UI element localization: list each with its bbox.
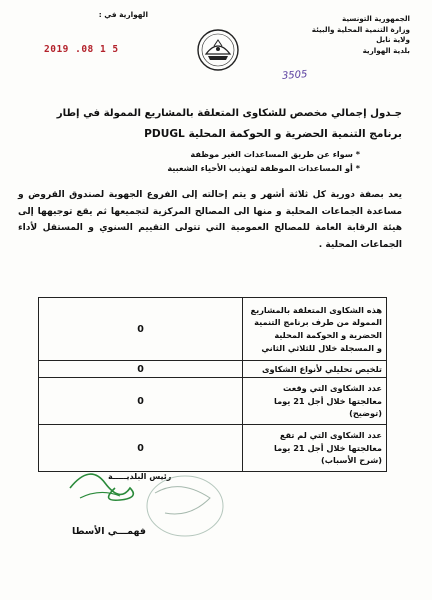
row-label-line: (توضيح) xyxy=(349,408,382,419)
funding-bullets xyxy=(60,147,360,175)
title-line-1: جـدول إجمالي مخصص للشكاوى المتعلقة بالمشاريع الممولة في إطار xyxy=(56,108,402,119)
place-date-label: الهوارية في : xyxy=(98,10,148,19)
bullet-item: * أو المساعدات الموظفة لتهذيب الأحياء الشعبية xyxy=(167,163,360,173)
row-label-line: معالجتها خلال أجل 21 يوما xyxy=(274,442,382,453)
row-value: 0 xyxy=(39,361,243,378)
complaints-table xyxy=(38,297,387,472)
bullet-item: * سواء عن طريق المساعدات الغير موظفة xyxy=(190,149,360,159)
row-label xyxy=(243,425,387,472)
row-label-line: عدد الشكاوى التي لم تقع xyxy=(279,430,382,441)
explanatory-paragraph: يعد بصفة دورية كل ثلاثة أشهر و يتم إحالته إلى الفروع الجهوية لصندوق القروض و مساعدة الجماعات المحلية و منها الى المصالح المركزية لتجميعها ثم يقع توجيهها إلى هيئة الرقابة العامة للمصالح العمومية التي تتولى التقييم السنوي و المستقل لأداء الجماعات المحلية . xyxy=(18,190,402,250)
row-label-line: هذه الشكاوى المتعلقة بالمشاريع xyxy=(250,304,382,315)
row-label-line: (شرح الأسباب) xyxy=(321,455,382,466)
issuer-line-governorate: ولاية نابل xyxy=(376,35,410,44)
municipality-emblem-icon xyxy=(196,28,240,72)
table-row xyxy=(39,298,387,361)
row-label xyxy=(243,378,387,425)
row-value: 0 xyxy=(39,298,243,361)
table-row xyxy=(39,361,387,378)
issuer-line-ministry: وزارة التنمية المحلية والبيئة xyxy=(311,24,410,34)
date-header xyxy=(28,10,148,55)
table-row xyxy=(39,378,387,425)
registration-number: 3505 xyxy=(281,69,308,82)
row-label-line: الممولة من طرف برنامج التنمية xyxy=(254,317,382,328)
row-value: 0 xyxy=(39,378,243,425)
date-stamp: 2019 .08 1 5 xyxy=(44,44,119,55)
row-label-line: و المسجلة خلال للثلاثي الثاني xyxy=(261,342,382,353)
program-acronym: PDUGL xyxy=(144,128,185,140)
row-label xyxy=(243,298,387,361)
issuer-line-municipality: بلدية الهوارية xyxy=(362,45,410,55)
signatory-name: فهمـــي الأسطا xyxy=(72,526,147,537)
row-label xyxy=(243,361,387,378)
title-line-2 xyxy=(22,124,402,145)
row-value: 0 xyxy=(39,425,243,472)
issuer-header xyxy=(311,14,410,56)
issuer-line-country: الجمهورية التونسية xyxy=(341,14,410,23)
row-label-line: الحضرية و الحوكمة المحلية xyxy=(274,330,382,340)
document-title xyxy=(22,103,402,145)
row-label-line: عدد الشكاوى التي وقعت xyxy=(283,383,382,394)
row-label-line: تلخيص تحليلي لأنواع الشكاوى xyxy=(261,363,382,374)
signatory-title: رئيس البلديـــــة xyxy=(108,472,172,481)
row-label-line: معالجتها خلال أجل 21 يوما xyxy=(274,395,382,406)
title-line-2-arabic: برنامج التنمية الحضرية و الحوكمة المحلية xyxy=(188,128,402,140)
